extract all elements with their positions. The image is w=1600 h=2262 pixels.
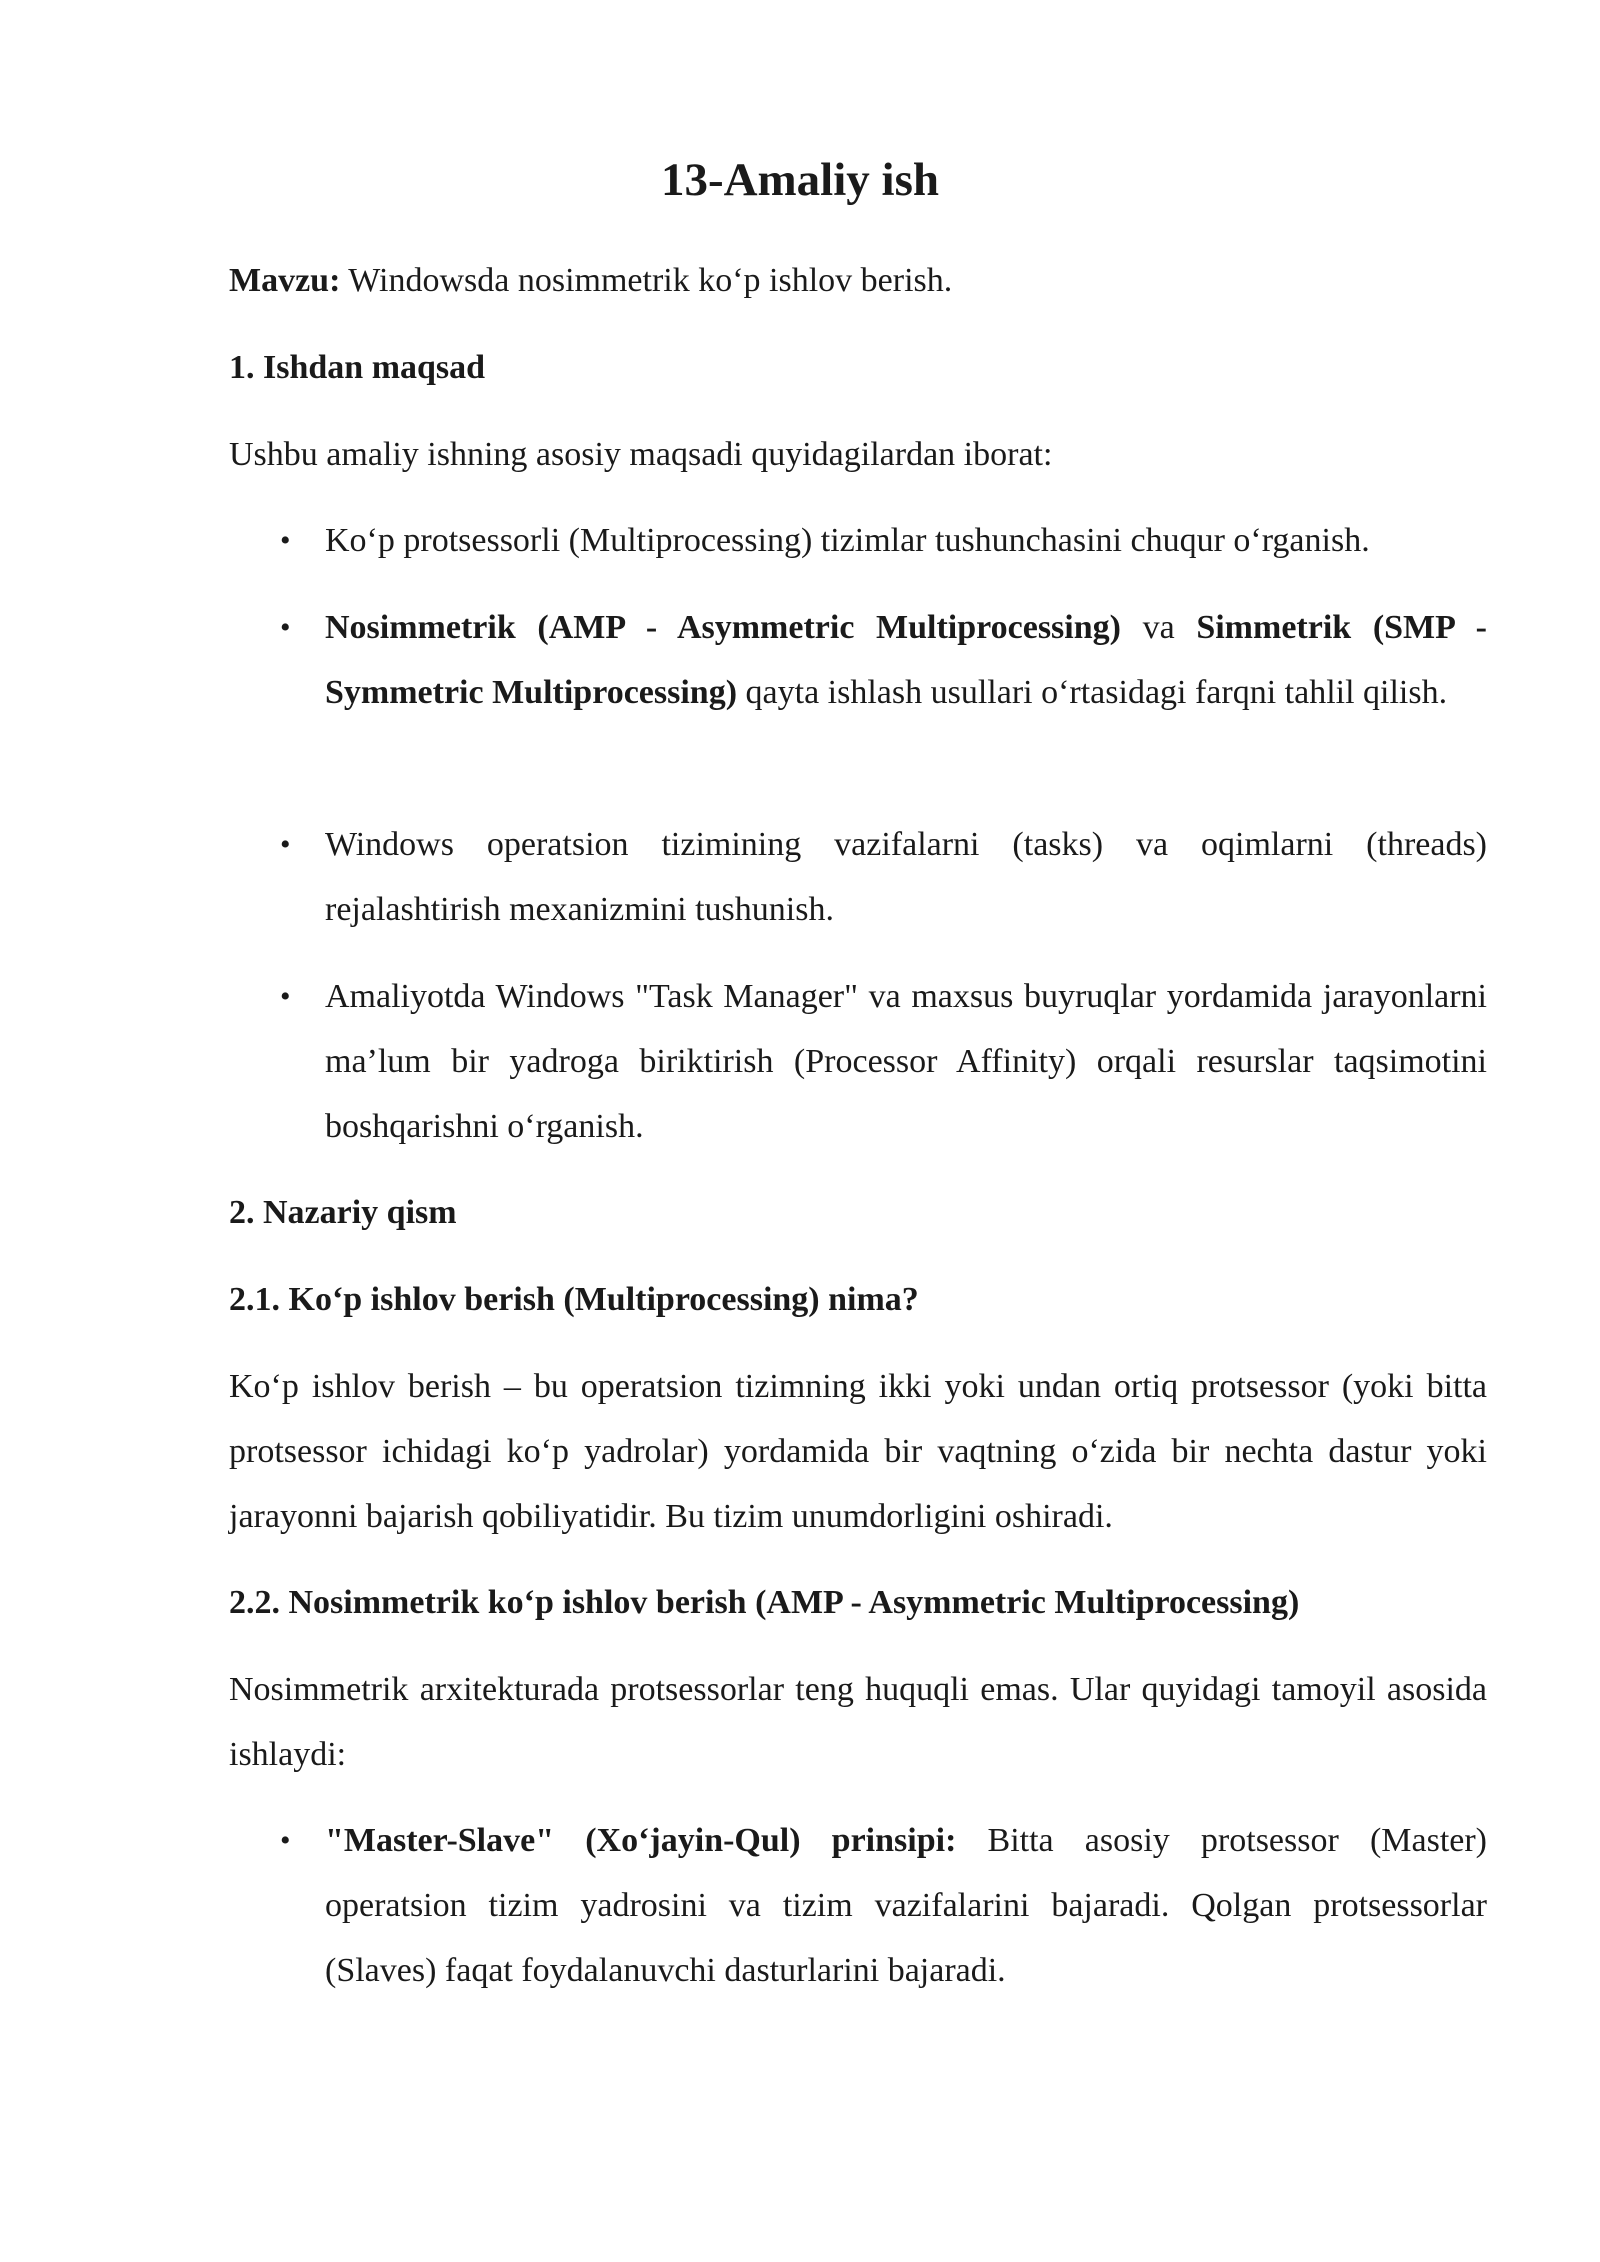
bullet-marker: • xyxy=(280,1824,291,1857)
section-2-2-text: Nosimmetrik arxitekturada protsessorlar teng huquqli emas. Ular quyidagi tamoyil asosida ishlaydi: xyxy=(229,1671,1487,1773)
section-2-heading: 2. Nazariy qism xyxy=(229,1194,457,1231)
section-2-1-text: Ko‘p ishlov berish – bu operatsion tizimning ikki yoki undan ortiq protsessor (yoki bitta protsessor ichidagi ko‘p yadrolar) yordamida bir vaqtning o‘zida bir nechta dastur yoki jarayonni bajarish qobiliyatidir. Bu tizim unumdorligini oshiradi. xyxy=(229,1368,1487,1535)
goal-bullet-1: Ko‘p protsessorli (Multiprocessing) tizimlar tushunchasini chuqur o‘rganish. xyxy=(325,522,1370,559)
topic-text: Windowsda nosimmetrik ko‘p ishlov berish. xyxy=(340,262,953,299)
master-slave-text: Bitta asosiy protsessor (Master) operatsion tizim yadrosini va tizim vazifalarini bajaradi. Qolgan protsessorlar (Slaves) faqat foydalanuvchi dasturlarini bajaradi. xyxy=(325,1822,1487,1989)
amp-term: Nosimmetrik (AMP - Asymmetric Multiprocessing) xyxy=(325,609,1121,646)
goal-bullet-2 xyxy=(325,595,1487,725)
page-title: 13-Amaliy ish xyxy=(660,154,940,206)
section-2-2-heading: 2.2. Nosimmetrik ko‘p ishlov berish (AMP - Asymmetric Multiprocessing) xyxy=(229,1584,1300,1621)
bullet-marker: • xyxy=(280,980,291,1013)
bullet-marker: • xyxy=(280,828,291,861)
smp-term: Simmetrik (SMP - Symmetric Multiprocessing) xyxy=(325,609,1487,711)
master-slave-bullet xyxy=(325,1808,1487,2003)
section-1-heading: 1. Ishdan maqsad xyxy=(229,349,486,386)
goal-bullet-2-text-1: va xyxy=(1120,609,1197,646)
master-slave-term: "Master-Slave" (Xo‘jayin-Qul) prinsipi: xyxy=(325,1822,957,1859)
goal-bullet-3: Windows operatsion tizimining vazifalarni (tasks) va oqimlarni (threads) rejalashtirish mexanizmini tushunish. xyxy=(325,826,1487,928)
goal-bullet-2-text-2: qayta ishlash usullari o‘rtasidagi farqni tahlil qilish. xyxy=(737,674,1448,711)
topic-label: Mavzu: xyxy=(229,262,341,299)
section-2-1-heading: 2.1. Ko‘p ishlov berish (Multiprocessing) nima? xyxy=(229,1281,919,1318)
bullet-marker: • xyxy=(280,524,291,557)
topic-line xyxy=(229,248,1487,313)
section-1-intro: Ushbu amaliy ishning asosiy maqsadi quyidagilardan iborat: xyxy=(229,436,1053,473)
goal-bullet-4: Amaliyotda Windows "Task Manager" va maxsus buyruqlar yordamida jarayonlarni ma’lum bir yadroga biriktirish (Processor Affinity) orqali resurslar taqsimotini boshqarishni o‘rganish. xyxy=(325,978,1487,1145)
bullet-marker: • xyxy=(280,611,291,644)
